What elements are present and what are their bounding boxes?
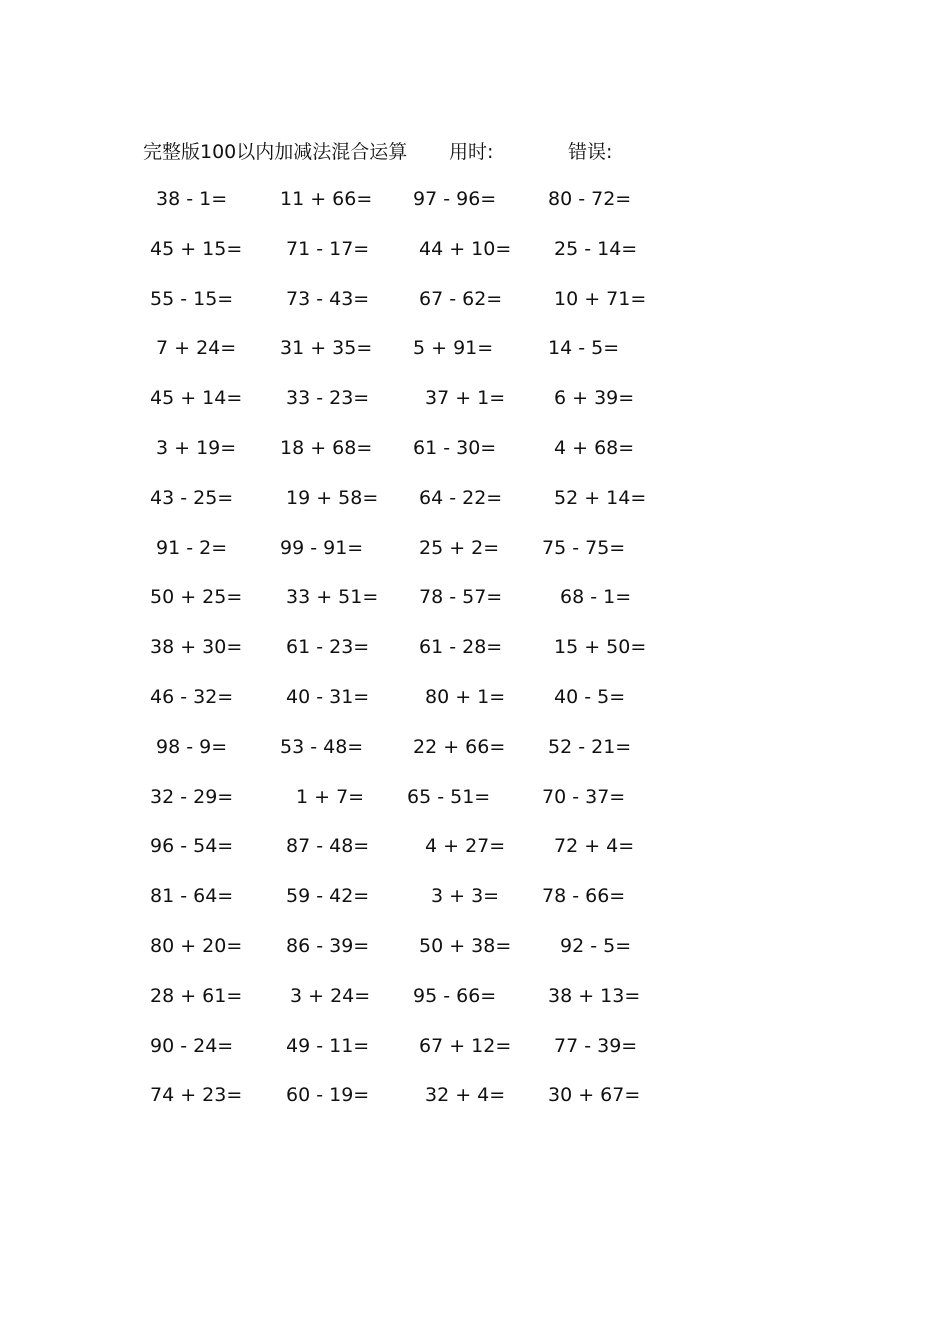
- problem-row: [140, 1032, 660, 1082]
- problem-item: 50 + 38=: [419, 934, 512, 957]
- problem-item: 3 + 19=: [156, 436, 237, 459]
- problem-item: 60 - 19=: [286, 1084, 370, 1107]
- problem-item: 3 + 24=: [290, 984, 371, 1007]
- problem-item: 52 + 14=: [554, 486, 647, 509]
- problem-item: 11 + 66=: [280, 188, 373, 210]
- problem-row: [140, 783, 660, 833]
- problem-row: [140, 733, 660, 783]
- problem-item: 74 + 23=: [150, 1084, 243, 1107]
- worksheet-title: 完整版100以内加减法混合运算: [143, 141, 408, 163]
- problem-item: 81 - 64=: [150, 885, 234, 908]
- problem-item: 10 + 71=: [554, 287, 647, 310]
- problem-item: 5 + 91=: [413, 337, 494, 360]
- problem-row: [140, 484, 660, 534]
- problem-item: 75 - 75=: [542, 536, 626, 559]
- problem-item: 70 - 37=: [542, 785, 626, 808]
- problem-item: 15 + 50=: [554, 636, 647, 659]
- problem-item: 53 - 48=: [280, 735, 364, 758]
- problem-row: [140, 832, 660, 882]
- problem-item: 43 - 25=: [150, 486, 234, 509]
- problem-row: [140, 583, 660, 633]
- problem-item: 7 + 24=: [156, 337, 237, 360]
- problem-row: [140, 534, 660, 584]
- problem-row: [140, 185, 660, 235]
- problem-grid: [140, 185, 660, 1131]
- problem-item: 37 + 1=: [425, 387, 506, 410]
- problem-item: 28 + 61=: [150, 984, 243, 1007]
- problem-item: 1 + 7=: [296, 785, 365, 808]
- problem-row: [140, 434, 660, 484]
- problem-item: 96 - 54=: [150, 835, 234, 858]
- errors-label: 错误:: [568, 141, 613, 163]
- problem-item: 61 - 23=: [286, 636, 370, 659]
- problem-item: 30 + 67=: [548, 1084, 641, 1107]
- problem-item: 4 + 68=: [554, 436, 635, 459]
- problem-item: 64 - 22=: [419, 486, 503, 509]
- problem-row: [140, 285, 660, 335]
- problem-row: [140, 1081, 660, 1131]
- problem-row: [140, 334, 660, 384]
- problem-item: 33 - 23=: [286, 387, 370, 410]
- problem-item: 52 - 21=: [548, 735, 632, 758]
- problem-item: 46 - 32=: [150, 685, 234, 708]
- problem-item: 95 - 66=: [413, 984, 497, 1007]
- problem-item: 19 + 58=: [286, 486, 379, 509]
- problem-item: 40 - 31=: [286, 685, 370, 708]
- problem-item: 49 - 11=: [286, 1034, 370, 1057]
- problem-item: 6 + 39=: [554, 387, 635, 410]
- problem-item: 50 + 25=: [150, 586, 243, 609]
- problem-item: 68 - 1=: [560, 586, 632, 609]
- problem-item: 61 - 30=: [413, 436, 497, 459]
- problem-item: 32 + 4=: [425, 1084, 506, 1107]
- problem-item: 73 - 43=: [286, 287, 370, 310]
- problem-item: 4 + 27=: [425, 835, 506, 858]
- problem-item: 59 - 42=: [286, 885, 370, 908]
- problem-item: 67 + 12=: [419, 1034, 512, 1057]
- problem-item: 25 + 2=: [419, 536, 500, 559]
- problem-item: 65 - 51=: [407, 785, 491, 808]
- problem-item: 72 + 4=: [554, 835, 635, 858]
- problem-item: 31 + 35=: [280, 337, 373, 360]
- problem-item: 25 - 14=: [554, 237, 638, 260]
- problem-item: 78 - 66=: [542, 885, 626, 908]
- problem-row: [140, 683, 660, 733]
- problem-item: 87 - 48=: [286, 835, 370, 858]
- problem-item: 77 - 39=: [554, 1034, 638, 1057]
- problem-item: 98 - 9=: [156, 735, 228, 758]
- problem-item: 38 - 1=: [156, 188, 228, 210]
- problem-item: 40 - 5=: [554, 685, 626, 708]
- problem-item: 55 - 15=: [150, 287, 234, 310]
- problem-row: [140, 384, 660, 434]
- problem-item: 33 + 51=: [286, 586, 379, 609]
- problem-row: [140, 982, 660, 1032]
- problem-item: 90 - 24=: [150, 1034, 234, 1057]
- problem-item: 99 - 91=: [280, 536, 364, 559]
- problem-item: 45 + 15=: [150, 237, 243, 260]
- problem-row: [140, 932, 660, 982]
- problem-item: 86 - 39=: [286, 934, 370, 957]
- problem-item: 44 + 10=: [419, 237, 512, 260]
- problem-item: 61 - 28=: [419, 636, 503, 659]
- problem-item: 18 + 68=: [280, 436, 373, 459]
- problem-item: 45 + 14=: [150, 387, 243, 410]
- problem-item: 97 - 96=: [413, 188, 497, 210]
- problem-item: 80 + 1=: [425, 685, 506, 708]
- problem-item: 78 - 57=: [419, 586, 503, 609]
- problem-row: [140, 633, 660, 683]
- problem-item: 80 + 20=: [150, 934, 243, 957]
- problem-row: [140, 882, 660, 932]
- problem-item: 22 + 66=: [413, 735, 506, 758]
- problem-item: 80 - 72=: [548, 188, 632, 210]
- problem-item: 91 - 2=: [156, 536, 228, 559]
- problem-item: 67 - 62=: [419, 287, 503, 310]
- problem-item: 71 - 17=: [286, 237, 370, 260]
- problem-row: [140, 235, 660, 285]
- problem-item: 38 + 13=: [548, 984, 641, 1007]
- problem-item: 32 - 29=: [150, 785, 234, 808]
- time-label: 用时:: [449, 141, 494, 163]
- problem-item: 92 - 5=: [560, 934, 632, 957]
- problem-item: 14 - 5=: [548, 337, 620, 360]
- problem-item: 3 + 3=: [431, 885, 500, 908]
- problem-item: 38 + 30=: [150, 636, 243, 659]
